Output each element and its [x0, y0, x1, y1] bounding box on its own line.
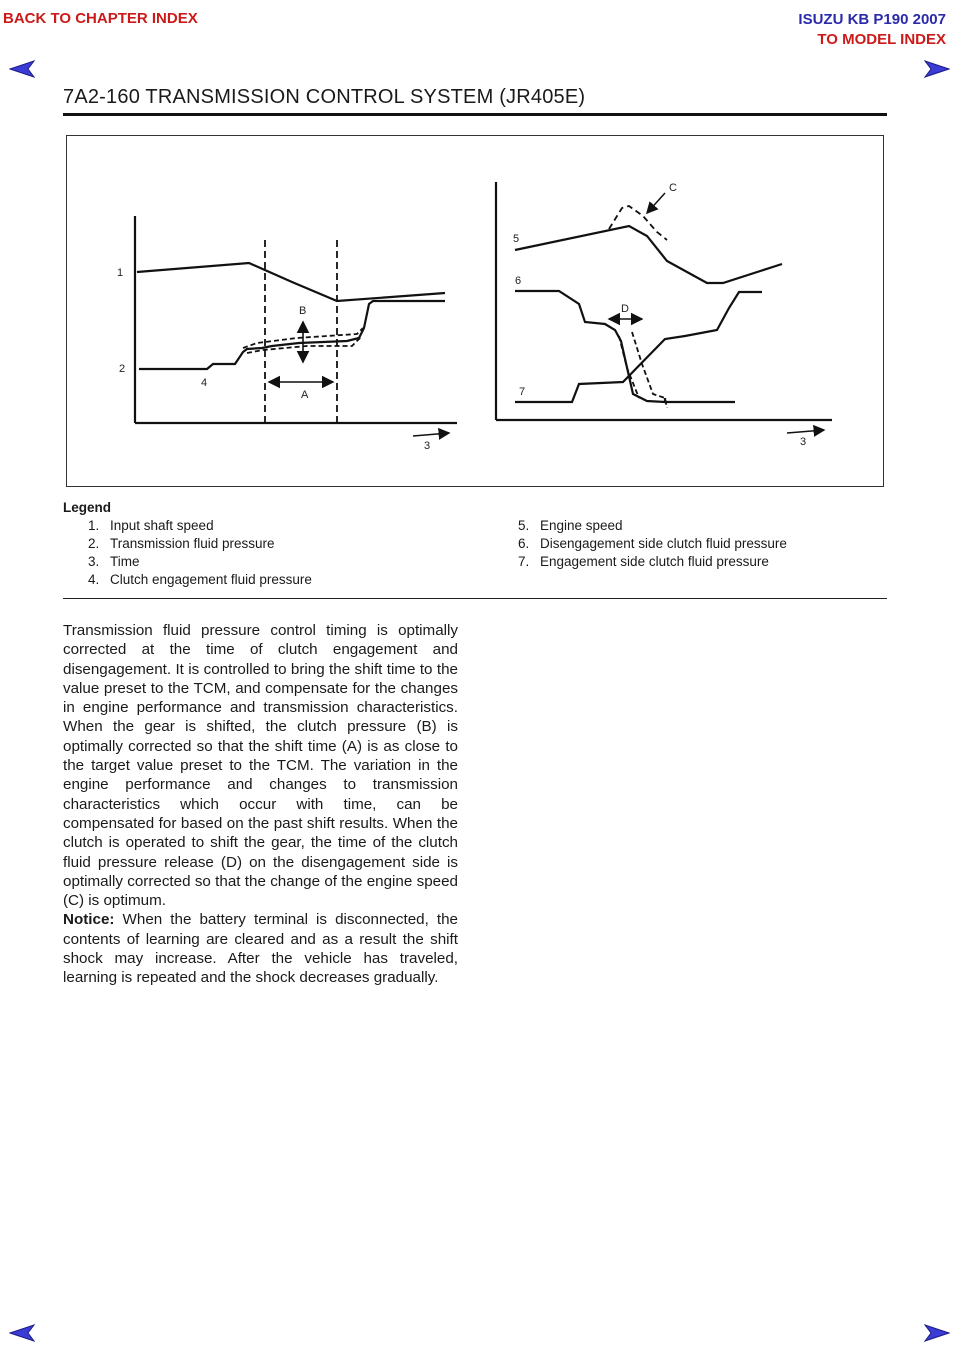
label-6: 6 — [515, 275, 522, 287]
legend-left-column — [88, 517, 312, 589]
label-d: D — [621, 303, 629, 315]
right-time-arrow — [787, 430, 824, 433]
label-7: 7 — [519, 386, 526, 398]
next-page-arrow-bottom-icon[interactable] — [924, 1324, 950, 1342]
engagement-pressure-line — [515, 292, 762, 402]
diagram-graphic — [67, 136, 885, 488]
page-title: 7A2-160 TRANSMISSION CONTROL SYSTEM (JR405E) — [63, 86, 586, 108]
label-b: B — [299, 305, 307, 317]
legend-item: 6. Disengagement side clutch fluid pressure — [518, 536, 787, 551]
legend-item: 1. Input shaft speed — [88, 518, 214, 533]
input-shaft-speed-line — [137, 263, 445, 301]
body-text — [63, 621, 458, 988]
disengagement-pressure-line — [515, 291, 665, 402]
label-1: 1 — [117, 267, 124, 279]
legend — [63, 500, 887, 587]
shift-timing-diagram — [66, 135, 884, 487]
label-3-right: 3 — [800, 436, 807, 448]
body-paragraph: Transmission fluid pressure control timing is optimally corrected at the time of clutch engagement and disengagement. It is controlled to bring the shift time to the value preset to the TCM, and compensate for the changes in engine performance and transmission characteristics. When the gear is shifted, the clutch pressure (B) is optimally corrected so that the shift time (A) is as close to the target value preset to the TCM. The variation in the engine performance and changes to transmission characteristics which occur with time, can be compensated for based on the past shift results. When the clutch is operated to shift the gear, the time of the clutch fluid pressure release (D) on the disengagement side is optimally corrected so that the change of the engine speed (C) is optimum. — [63, 622, 458, 910]
label-c-pointer — [647, 193, 665, 213]
back-to-chapter-index-link[interactable]: BACK TO CHAPTER INDEX — [3, 10, 198, 27]
notice-text: When the battery terminal is disconnected, the contents of learning are cleared and as a result the shift shock may increase. After the vehicle has traveled, learning is repeated and the shock decreases gradually. — [63, 911, 458, 987]
left-graph — [135, 216, 457, 436]
engine-speed-line — [515, 226, 782, 283]
to-model-index-link[interactable]: TO MODEL INDEX — [817, 31, 946, 48]
fluid-pressure-line — [139, 301, 445, 369]
brand-title: ISUZU KB P190 2007 — [798, 11, 946, 28]
legend-item: 3. Time — [88, 554, 140, 569]
label-3-left: 3 — [424, 440, 431, 452]
notice-label: Notice: — [63, 911, 115, 929]
next-page-arrow-icon[interactable] — [924, 60, 950, 78]
label-5: 5 — [513, 233, 520, 245]
notice-paragraph — [63, 910, 458, 987]
right-graph — [496, 182, 832, 433]
disengagement-dashed-left — [619, 336, 639, 398]
label-2: 2 — [119, 363, 126, 375]
legend-item: 4. Clutch engagement fluid pressure — [88, 572, 312, 587]
legend-item: 2. Transmission fluid pressure — [88, 536, 275, 551]
legend-title: Legend — [63, 500, 112, 515]
legend-item: 7. Engagement side clutch fluid pressure — [518, 554, 769, 569]
model-index-nav — [798, 10, 946, 50]
label-c: C — [669, 182, 677, 194]
engine-speed-dashed — [609, 206, 667, 240]
label-4: 4 — [201, 377, 208, 389]
prev-page-arrow-bottom-icon[interactable] — [9, 1324, 35, 1342]
legend-item: 5. Engine speed — [518, 518, 623, 533]
label-a: A — [301, 389, 309, 401]
disengagement-tail-line — [665, 398, 735, 402]
prev-page-arrow-icon[interactable] — [9, 60, 35, 78]
legend-right-column — [518, 517, 787, 571]
left-time-arrow — [413, 433, 449, 436]
legend-divider — [63, 598, 887, 599]
title-divider — [63, 113, 887, 116]
